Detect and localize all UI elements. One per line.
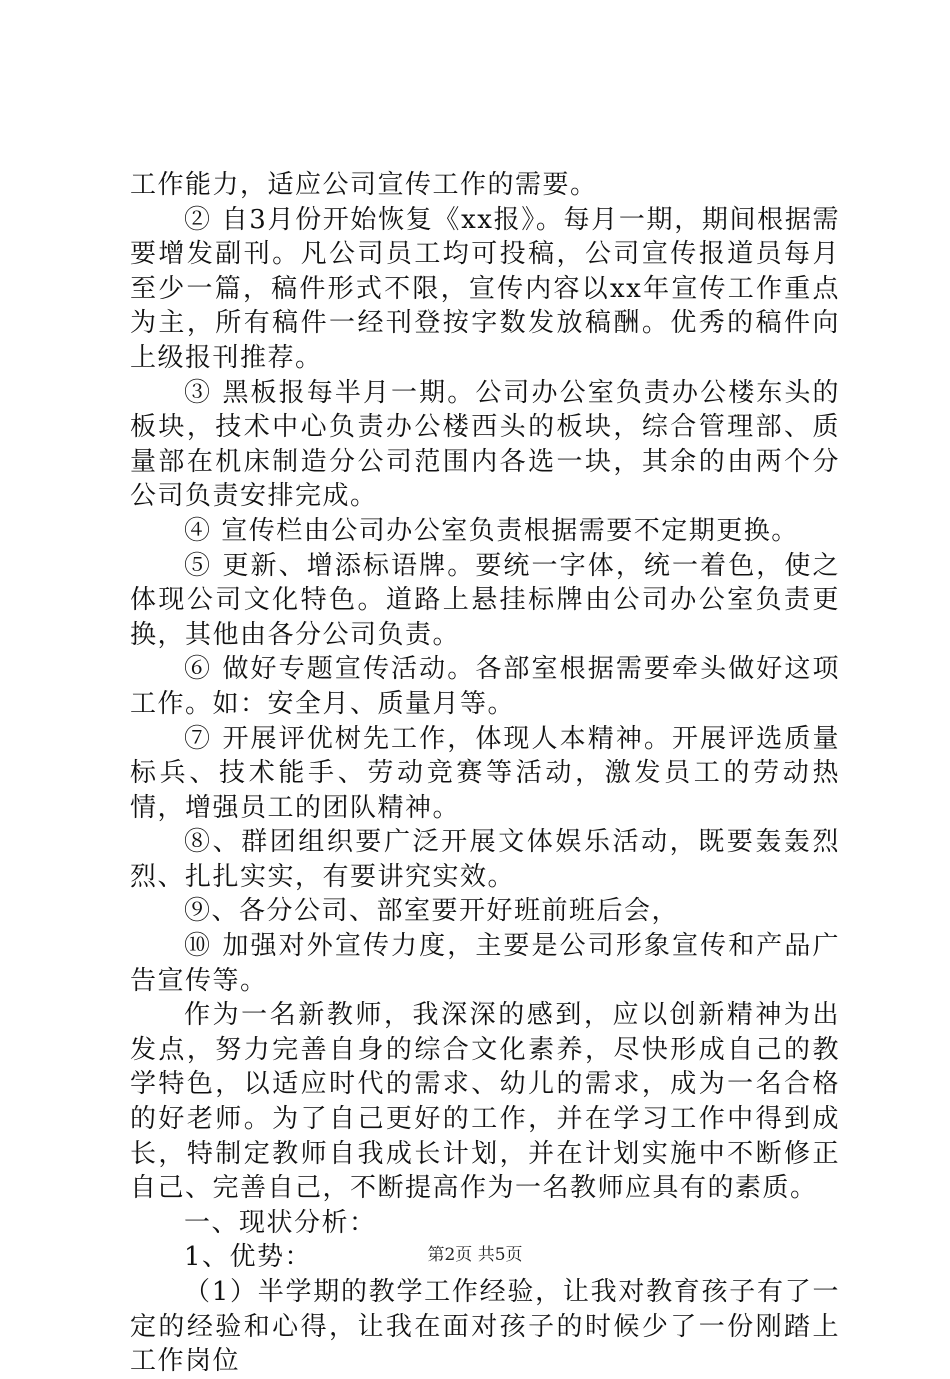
paragraph-item-2: ② 自3月份开始恢复《xx报》。每月一期，期间根据需要增发副刊。凡公司员工均可投稿，公司宣传报道员每月至少一篇，稿件形式不限，宣传内容以xx年宣传工作重点为主，所有稿件一经刊登按字数发放稿酬。优秀的稿件向上级报刊推荐。 bbox=[130, 204, 840, 373]
paragraph-item-6: ⑥ 做好专题宣传活动。各部室根据需要牵头做好这项工作。如：安全月、质量月等。 bbox=[130, 654, 840, 719]
paragraph-item-5: ⑤ 更新、增添标语牌。要统一字体，统一着色，使之体现公司文化特色。道路上悬挂标牌由公司办公室负责更换，其他由各分公司负责。 bbox=[130, 550, 840, 650]
paragraph-item-7: ⑦ 开展评优树先工作，体现人本精神。开展评选质量标兵、技术能手、劳动竞赛等活动，激发员工的劳动热情，增强员工的团队精神。 bbox=[130, 723, 840, 823]
paragraph-item-4: ④ 宣传栏由公司办公室负责根据需要不定期更换。 bbox=[184, 515, 799, 546]
paragraph-item-8: ⑧、群团组织要广泛开展文体娱乐活动，既要轰轰烈烈、扎扎实实，有要讲究实效。 bbox=[130, 827, 840, 892]
paragraph-item-10: ⑩ 加强对外宣传力度，主要是公司形象宣传和产品广告宣传等。 bbox=[130, 931, 840, 996]
paragraph-item-3: ③ 黑板报每半月一期。公司办公室负责办公楼东头的板块，技术中心负责办公楼西头的板块，综合管理部、质量部在机床制造分公司范围内各选一块，其余的由两个分公司负责安排完成。 bbox=[130, 377, 840, 512]
paragraph-strength-1: （1）半学期的教学工作经验，让我对教育孩子有了一定的经验和心得，让我在面对孩子的时候少了一份刚踏上工作岗位 bbox=[130, 1277, 840, 1377]
document-body bbox=[130, 168, 840, 1379]
page-number-footer: 第2页 共5页 bbox=[427, 1245, 523, 1265]
paragraph-teacher-intro: 作为一名新教师，我深深的感到，应以创新精神为出发点，努力完善自身的综合文化素养，尽快形成自己的教学特色，以适应时代的需求、幼儿的需求，成为一名合格的好老师。为了自己更好的工作，并在学习工作中得到成长，特制定教师自我成长计划，并在计划实施中不断修正自己、完善自己，不断提高作为一名教师应具有的素质。 bbox=[130, 1000, 840, 1204]
paragraph-item-9: ⑨、各分公司、部室要开好班前班后会， bbox=[184, 896, 680, 927]
subheading-strengths: 1、优势： bbox=[184, 1242, 313, 1273]
section-heading-status: 一、现状分析： bbox=[184, 1207, 377, 1238]
paragraph-continuation: 工作能力，适应公司宣传工作的需要。 bbox=[130, 170, 598, 200]
